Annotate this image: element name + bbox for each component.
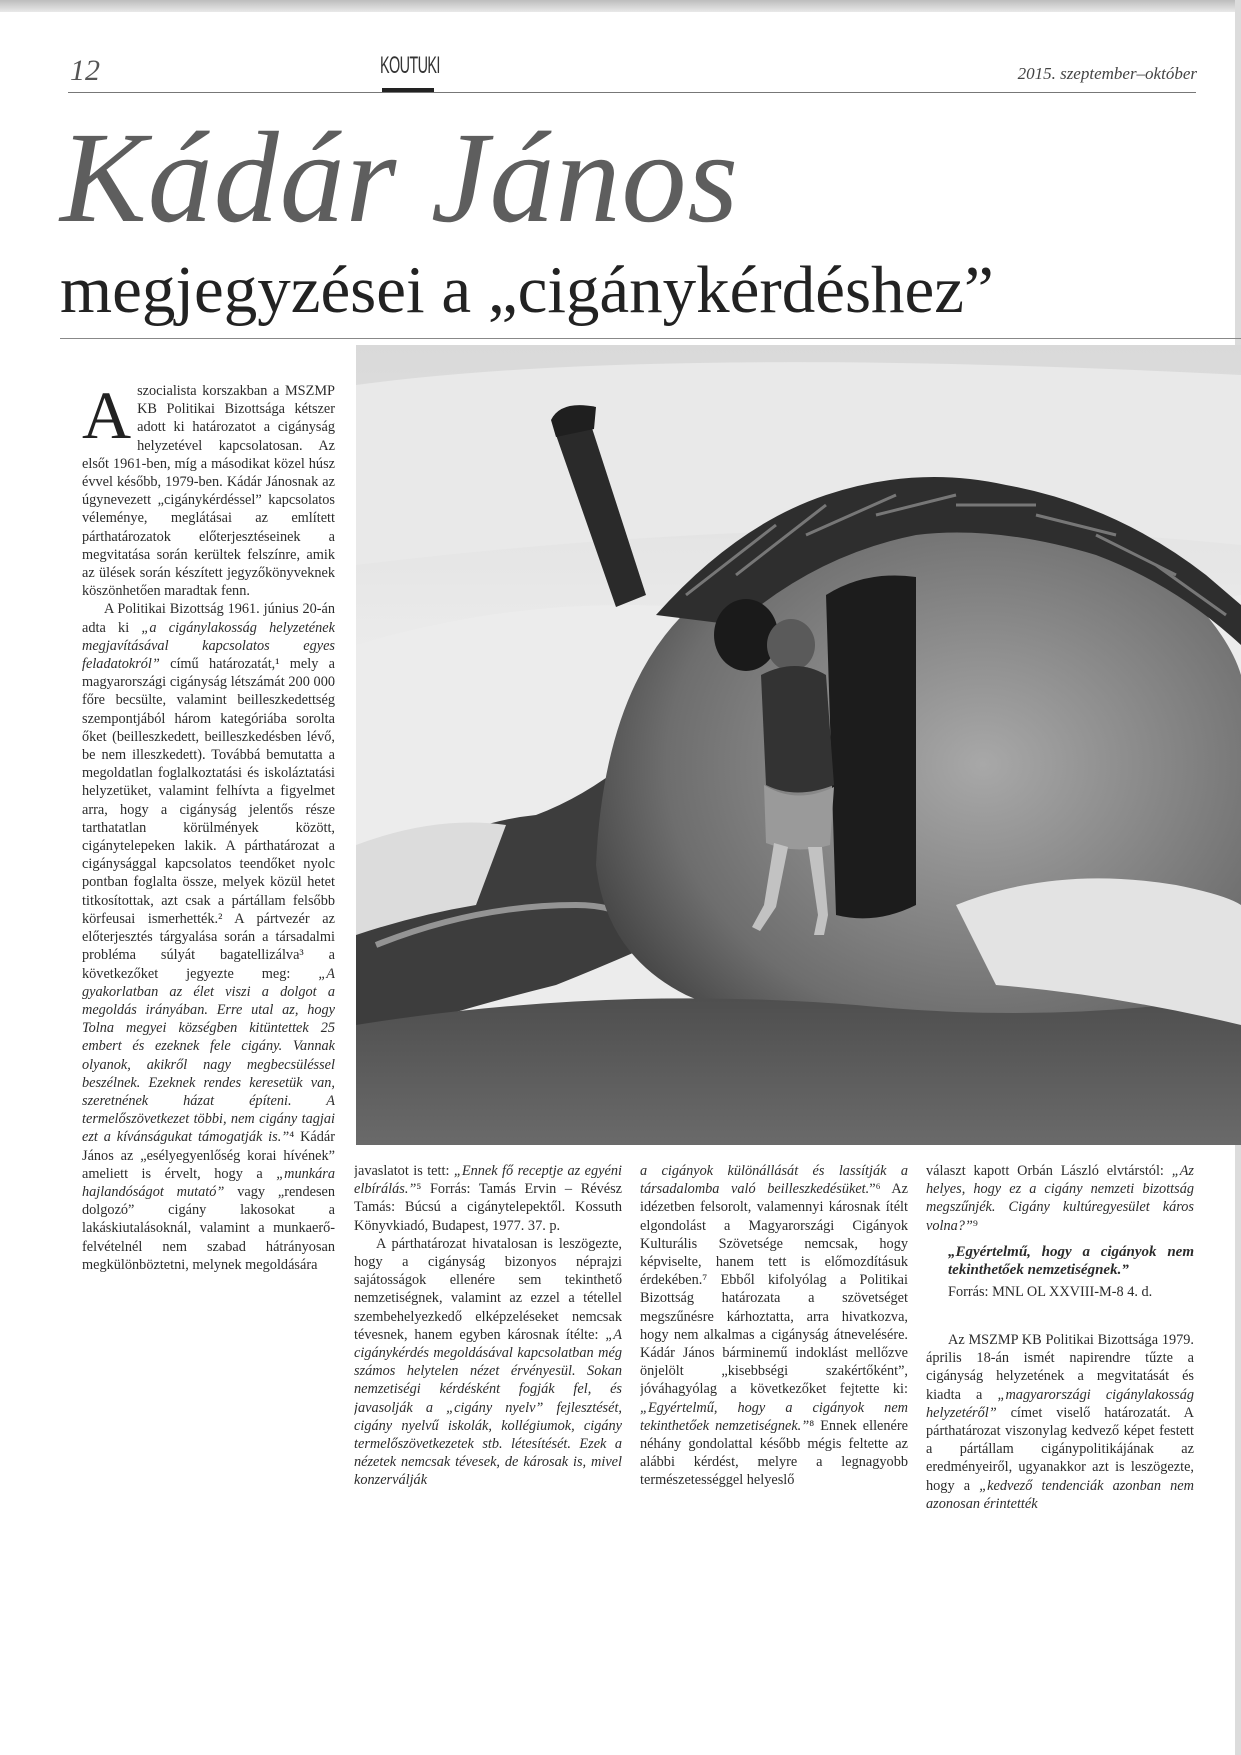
paragraph: Az MSZMP KB Politikai Bizottsága 1979. április 18-án ismét napirendre tűzte a cigányság helyzetének a megvitatását és kiadta a „magyarországi cigánylakosság helyzetéről” címet viselő határozatát. A párthatározat viszonylag kedvező képet festett a pártállam cigánypolitikájának az eredményeiről, ugyanakkor azt is leszögezte, hogy a „kedvező tendenciák azonban nem azonosan érintették [926,1332,1194,1512]
issue-date: 2015. szeptember–október [1017,64,1197,83]
article-column-2 [354,1162,622,1722]
article-subtitle: megjegyzései a „cigánykérdéshez” [60,253,994,327]
article-column-1 [82,382,335,1724]
article-photo [356,345,1241,1145]
magazine-logo [380,46,440,96]
page-number: 12 [70,54,100,87]
article-column-4 [926,1162,1194,1722]
logo-text: KOUTUKI [380,52,440,79]
paragraph: javaslatot is tett: „Ennek fő receptje az egyéni elbírálás.”⁵ Forrás: Tamás Ervin – Révész Tamás: Búcsú a cigánytelepektől. Kossuth Könyvkiadó, Budapest, 1977. 37. p. [354,1163,622,1234]
paragraph: A párthatározat hivatalosan is leszögezte, hogy a cigányság bizonyos néprajzi sajátosságok ellenére sem tekinthető nemzetiségnek, valamint az ezzel a tétellel szembehelyezkedő elképzeléseket nemcsak tévesnek, hanem egyben károsnak ítélte: „A cigánykérdés megoldásával kapcsolatban még számos helytelen nézet érvényesül. Sokan nemzetiségi kérdésként fogják fel, és javasolják a „cigány nyelv” fejlesztését, cigány nyelvű iskolák, kollégiumok, cigány termelőszövetkezetek stb. létesítését. Ezek a nézetek nemcsak tévesek, de károsak is, mivel konzerválják [354,1235,622,1489]
article-column-3 [640,1162,908,1722]
photo-source: Forrás: MNL OL XXVIII-M-8 4. d. [948,1283,1153,1300]
title-rule [60,338,1241,339]
paragraph: a cigányok különállását és lassítják a társadalomba való beilleszkedésüket.”⁶ Az idézetben felsorolt, valamennyi károsnak ítélt elgondolást a Magyarországi Cigányok Kulturális Szövetsége nemcsak, hogy képviselte, hanem tett is előmozdításuk érdekében.⁷ Ebből kifolyólag a Politikai Bizottság határozata a szövetséget megszűnésre kárhoztatta, arra hivatkozva, hogy nem alkalmas a cigányság átnevelésére. Kádár János bárminemű indoklást mellőzve önjelölt „kisebbségi szakértőként”, jóváhagyólag a következőket fejtette ki: „Egyértelmű, hogy a cigányok nem tekinthetőek nemzetiségnek.”⁸ Ennek ellenére néhány gondolattal később mégis feltette az alábbi kérdést, melyre a legnagyobb természetességgel helyeslő [640,1163,908,1489]
pull-quote: „Egyértelmű, hogy a cigányok nem tekinthetőek nemzetiségnek.” [948,1243,1194,1278]
article-title: Kádár János [60,106,740,250]
photo-winter-hut-child [356,345,1241,1145]
lead-paragraph: Aszocialista korszakban a MSZMP KB Politikai Bizottsága kétszer adott ki határozatot a cigányság helyzetével kapcsolatosan. Az elsőt 1961-ben, míg a másodikat közel húsz évvel később, 1979-ben. Kádár Jánosnak az úgynevezett „cigánykérdéssel” kapcsolatos véleménye, meglátásai az említett párthatározatok előterjesztéseinek a megvitatása során kerültek felszínre, amik az ülések során készített jegyzőkönyveknek köszönhetően maradtak fenn. [82,382,335,600]
drop-cap: A [82,382,132,453]
scan-top-edge [0,0,1241,12]
paragraph: választ kapott Orbán László elvtárstól: „Az helyes, hogy ez a cigány nemzeti bizottság megszűnjék. Cigány kultúregyesület káros volna?”⁹ [926,1163,1194,1234]
header-rule [68,92,1196,93]
paragraph: A Politikai Bizottság 1961. június 20-án adta ki „a cigánylakosság helyzetének megjavításával kapcsolatos egyes feladatokról” című határozatát,¹ mely a magyarországi cigányság létszámát 200 000 főre becsülte, valamint beilleszkedettség szempontjából három kategóriába sorolta őket (beilleszkedett, beilleszkedésben lévő, be nem illeszkedett). Továbbá bemutatta a megoldatlan foglalkoztatási és iskoláztatási helyzetüket, valamint felhívta a figyelmet arra, hogy a cigányság jelentős része tarthatatlan körülmények között, cigánytelepeken lakik. A párthatározat a cigánysággal kapcsolatos teendőket nyolc pontban foglalta össze, melyek közül hetet titkosítottak, azt csak a pártállam felsőbb körfeusai ismerhették.² A pártvezér az előterjesztés tárgyalása során a társadalmi probléma súlyát bagatellizálva³ a következőket jegyezte meg: „A gyakorlatban az élet viszi a dolgot a megoldás irányában. Erre utal az, hogy Tolna megyei községben kitüntettek 25 embert és ezeknek fele cigány. Vannak olyanok, akikről nagy megbecsüléssel beszélnek. Ezeknek rendes keresetük van, szeretnének házat építeni. A termelőszövetkezet többi, nem cigány tagjai ezt a kívánságukat támogatják is.”⁴ Kádár János az „esélyegyenlőség korai hívének” ameliett is érvelt, hogy a „munkára hajlandóságot mutató” vagy „rendesen dolgozó” cigány lakosokat a lakáskiutalásoknál, valamint a munkaerő-felvételnél nem szabad hátrányosan megkülönböztetni, melynek megoldására [82,601,335,1273]
